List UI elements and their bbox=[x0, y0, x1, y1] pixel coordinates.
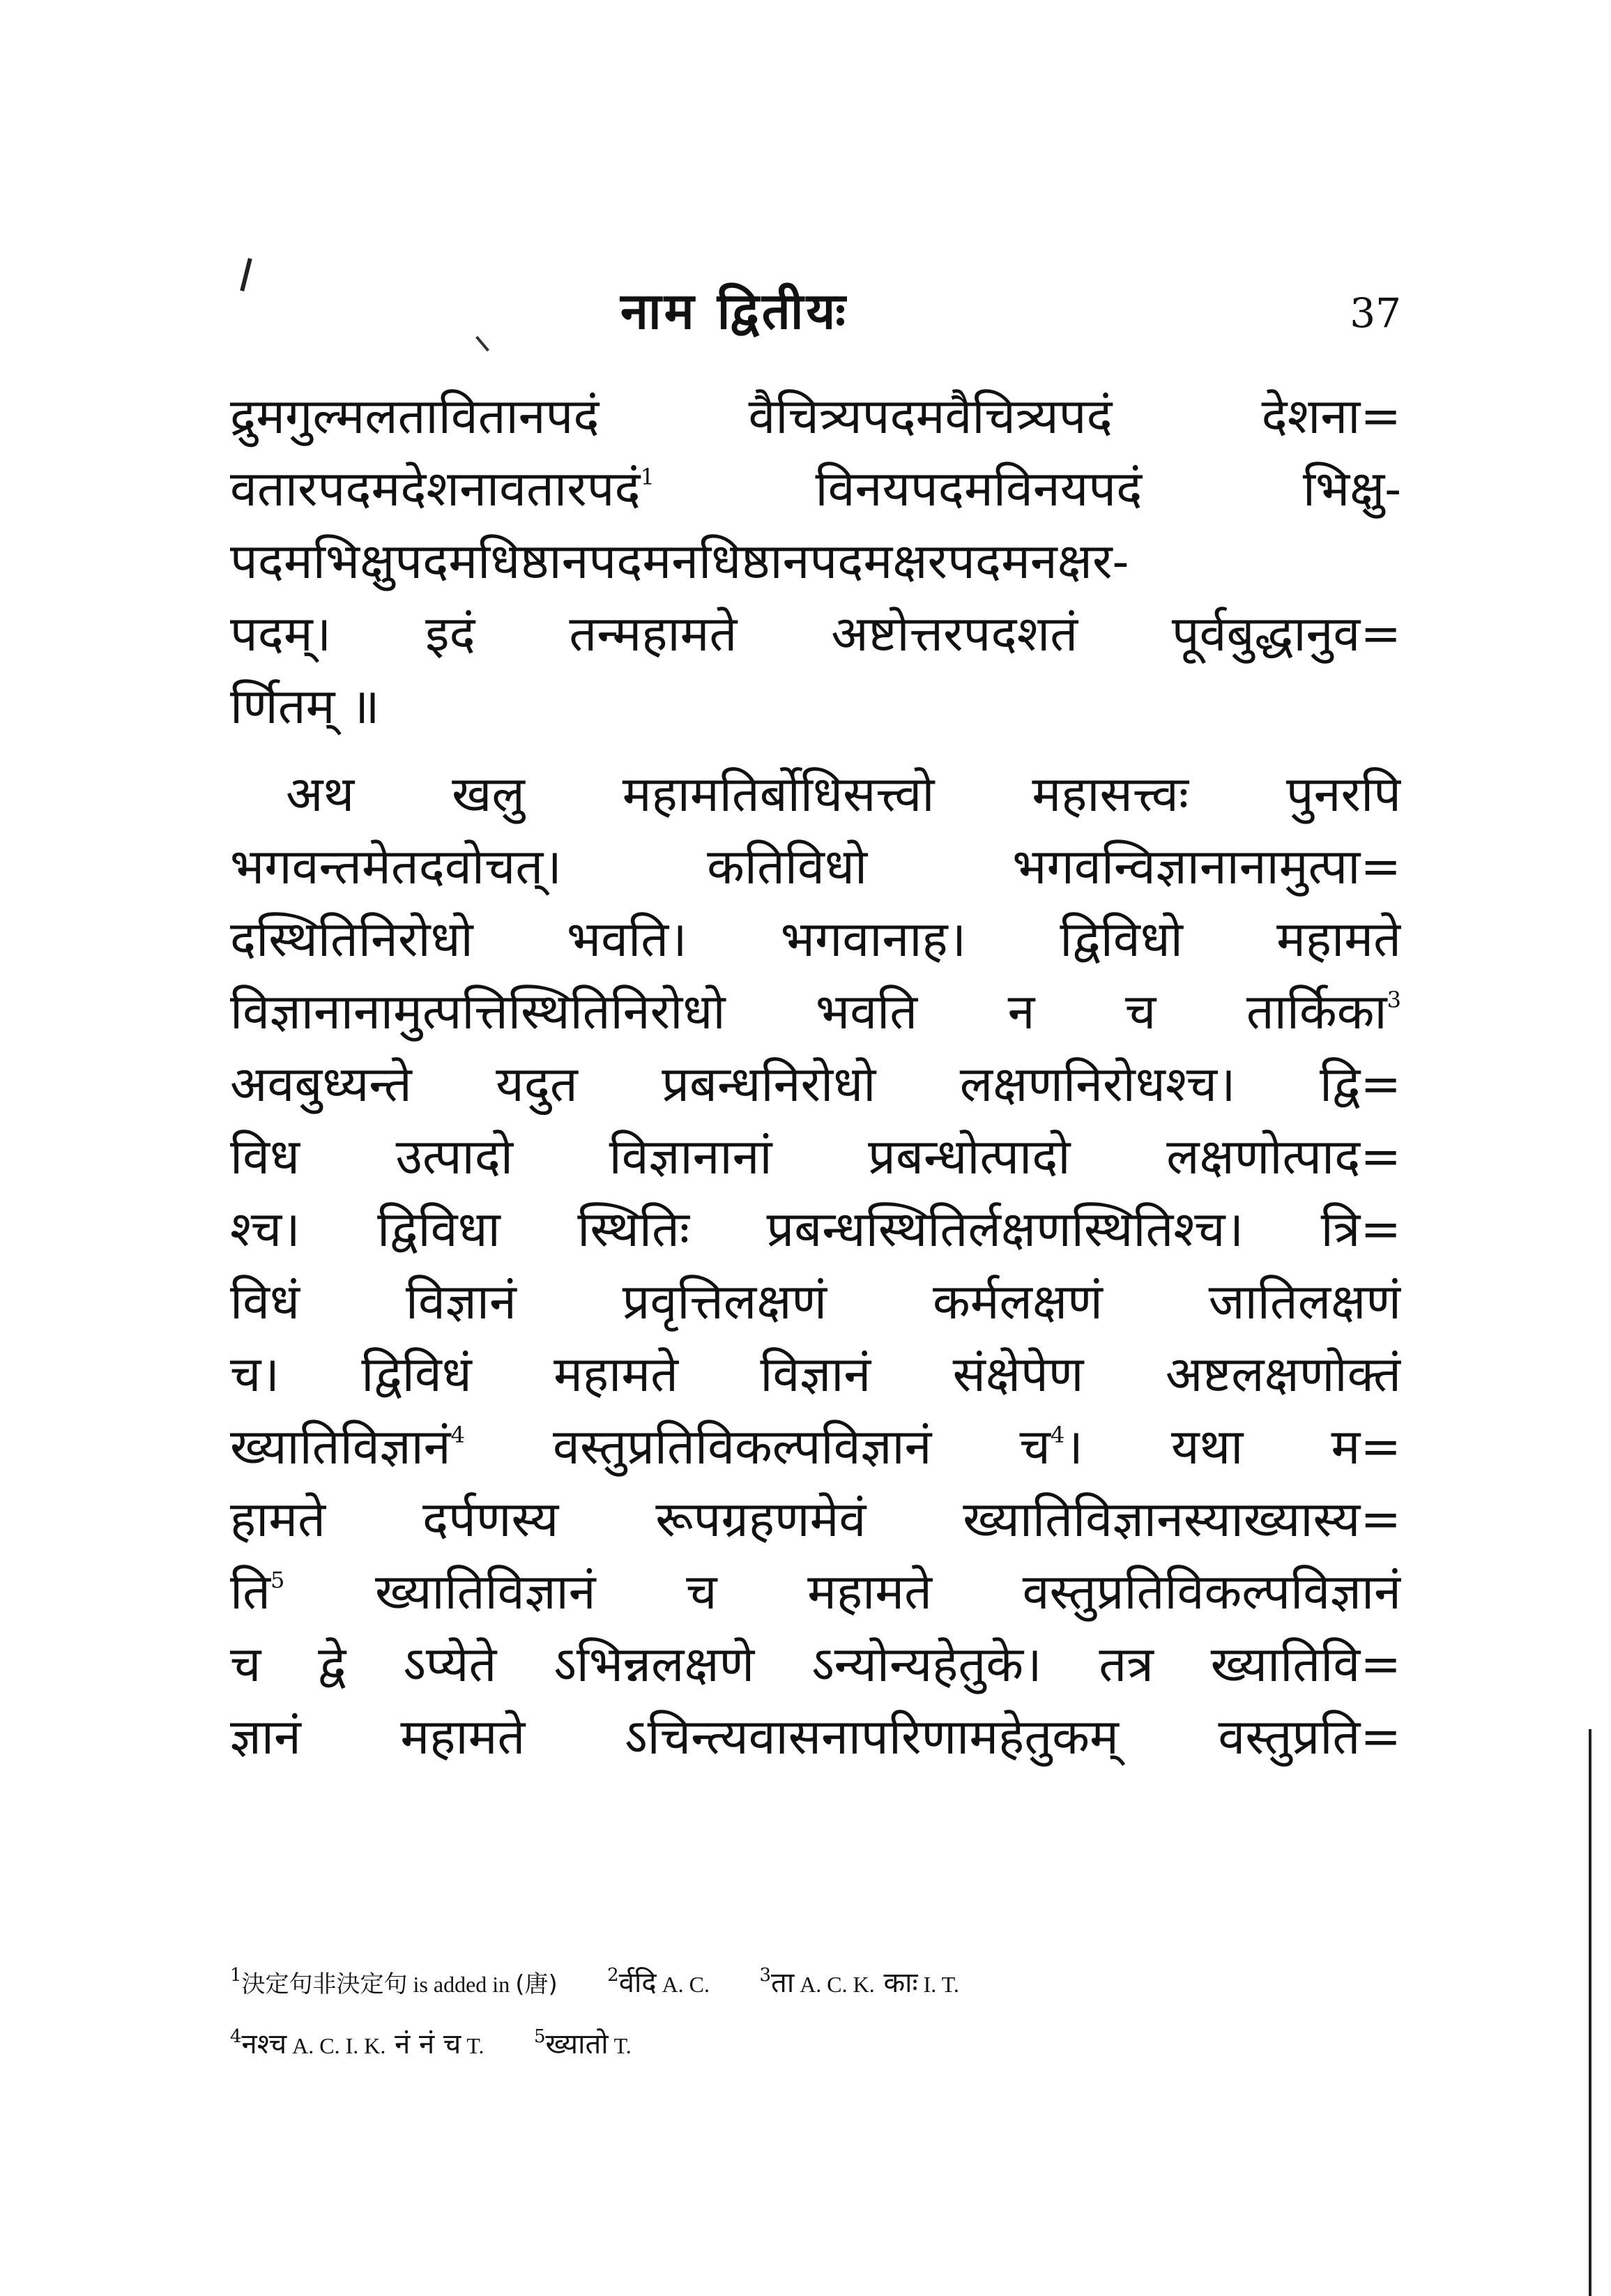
footnote-4 bbox=[230, 2014, 484, 2076]
line-text: । यथा म= bbox=[1064, 1418, 1401, 1475]
footnote-text: is added in bbox=[407, 1972, 516, 1997]
footnote-sigla: A. C. I. K. bbox=[287, 2033, 386, 2058]
text-line bbox=[230, 758, 1401, 830]
footnote-text: र्वदि bbox=[618, 1967, 657, 1999]
line-text: विनयपदमविनयपदं भिक्षु- bbox=[655, 460, 1401, 517]
footnote-number: 4 bbox=[230, 2026, 242, 2047]
footnote-1 bbox=[230, 1954, 558, 2015]
text-line bbox=[230, 1265, 1401, 1338]
footnote-ref: 4 bbox=[450, 1422, 465, 1448]
text-line bbox=[230, 453, 1401, 525]
footnote-number: 3 bbox=[759, 1965, 772, 1986]
footnote-sigla: I. T. bbox=[917, 1972, 959, 1997]
footnote-text: नं नं च bbox=[385, 2028, 461, 2060]
line-text: ख्यातिविज्ञानं च महामते वस्तुप्रतिविकल्पविज्ञानं bbox=[284, 1563, 1401, 1620]
text-line bbox=[230, 1120, 1401, 1193]
text-line bbox=[230, 1483, 1401, 1556]
running-head bbox=[230, 275, 1401, 352]
footnote-text: काः bbox=[874, 1967, 918, 1999]
line-text: वतारपदमदेशनावतारपदं bbox=[230, 460, 641, 517]
line-text: ज्ञानं महामते ऽचिन्त्यवासनापरिणामहेतुकम् वस्तुप्रति= bbox=[230, 1708, 1401, 1765]
line-text: भगवन्तमेतदवोचत्। कतिविधो भगवन्विज्ञानानामुत्पा= bbox=[230, 838, 1401, 895]
text-line bbox=[230, 1628, 1401, 1701]
footnote-row bbox=[230, 2014, 1401, 2075]
line-text: अवबुध्यन्ते यदुत प्रबन्धनिरोधो लक्षणनिरोधश्च। द्वि= bbox=[230, 1056, 1401, 1113]
line-text: पदमभिक्षुपदमधिष्ठानपदमनधिष्ठानपदमक्षरपदमनक्षर- bbox=[230, 533, 1129, 590]
text-line bbox=[230, 830, 1401, 903]
footnote-number: 5 bbox=[533, 2026, 546, 2047]
footnote-text: (唐) bbox=[515, 1970, 558, 1998]
text-line bbox=[230, 1193, 1401, 1265]
footnote-row bbox=[230, 1952, 1401, 2014]
line-text: च द्वे ऽप्येते ऽभिन्नलक्षणे ऽन्योन्यहेतुके। तत्र ख्यातिवि= bbox=[230, 1636, 1401, 1693]
footnote-sigla: T. bbox=[461, 2033, 484, 2058]
text-line bbox=[230, 670, 1401, 743]
chapter-title: नाम द्वितीयः bbox=[620, 281, 848, 340]
line-text: वस्तुप्रतिविकल्पविज्ञानं च bbox=[464, 1418, 1051, 1475]
line-text: र्णितम् ॥ bbox=[230, 678, 380, 735]
line-text: ख्यातिविज्ञानं bbox=[230, 1418, 451, 1475]
line-text: विज्ञानानामुत्पत्तिस्थितिनिरोधो भवति न च तार्किका bbox=[230, 983, 1387, 1040]
line-text: विध उत्पादो विज्ञानानां प्रबन्धोत्पादो लक्षणोत्पाद= bbox=[230, 1128, 1401, 1185]
footnote-text: 決定句非決定句 bbox=[241, 1970, 408, 1998]
footnote-text: नश्च bbox=[241, 2028, 287, 2060]
text-line bbox=[230, 380, 1401, 453]
footnote-sigla: T. bbox=[608, 2033, 632, 2058]
footnote-sigla: A. C. K. bbox=[794, 1972, 875, 1997]
line-text: अथ खलु महामतिर्बोधिसत्त्वो महासत्त्वः पुनरपि bbox=[286, 766, 1401, 823]
line-text: श्च। द्विविधा स्थितिः प्रबन्धस्थितिर्लक्षणस्थितिश्च। त्रि= bbox=[230, 1201, 1401, 1258]
footnote-ref: 3 bbox=[1387, 987, 1401, 1013]
text-line bbox=[230, 1411, 1401, 1483]
text-line bbox=[230, 903, 1401, 975]
line-text: विधं विज्ञानं प्रवृत्तिलक्षणं कर्मलक्षणं जातिलक्षणं bbox=[230, 1273, 1401, 1330]
line-text: द्रुमगुल्मलतावितानपदं वैचित्र्यपदमवैचित्र्यपदं देशना= bbox=[230, 388, 1401, 445]
footnote-3 bbox=[759, 1952, 959, 2015]
footnote-ref: 4 bbox=[1050, 1422, 1065, 1448]
text-line bbox=[230, 975, 1401, 1048]
line-text: हामते दर्पणस्य रूपग्रहणमेवं ख्यातिविज्ञानस्याख्यास्य= bbox=[230, 1491, 1401, 1548]
footnote-ref: 1 bbox=[640, 464, 655, 490]
line-text: पदम्। इदं तन्महामते अष्टोत्तरपदशतं पूर्वबुद्धानुव= bbox=[230, 605, 1401, 662]
footnote-number: 1 bbox=[230, 1965, 242, 1986]
text-line bbox=[230, 1556, 1401, 1628]
text-line bbox=[230, 598, 1401, 670]
page-number: 37 bbox=[1350, 289, 1401, 337]
text-line bbox=[230, 1338, 1401, 1411]
page-edge-line bbox=[1589, 1729, 1591, 2296]
main-text bbox=[230, 380, 1401, 1773]
footnote-text: ख्यातो bbox=[545, 2028, 609, 2060]
text-line bbox=[230, 1701, 1401, 1773]
footnote-text: ता bbox=[771, 1967, 795, 1999]
footnote-ref: 5 bbox=[270, 1567, 285, 1593]
footnote-5 bbox=[534, 2014, 632, 2076]
line-text: ति bbox=[230, 1563, 271, 1620]
footnote-2 bbox=[607, 1952, 710, 2015]
footnote-number: 2 bbox=[607, 1965, 619, 1986]
line-text: च। द्विविधं महामते विज्ञानं संक्षेपेण अष्टलक्षणोक्तं bbox=[230, 1346, 1401, 1403]
text-line bbox=[230, 525, 1401, 598]
line-text: दस्थितिनिरोधो भवति। भगवानाह। द्विविधो महामते bbox=[230, 911, 1401, 968]
text-line bbox=[230, 1048, 1401, 1120]
footnote-sigla: A. C. bbox=[656, 1972, 710, 1997]
footnotes bbox=[230, 1952, 1401, 2075]
